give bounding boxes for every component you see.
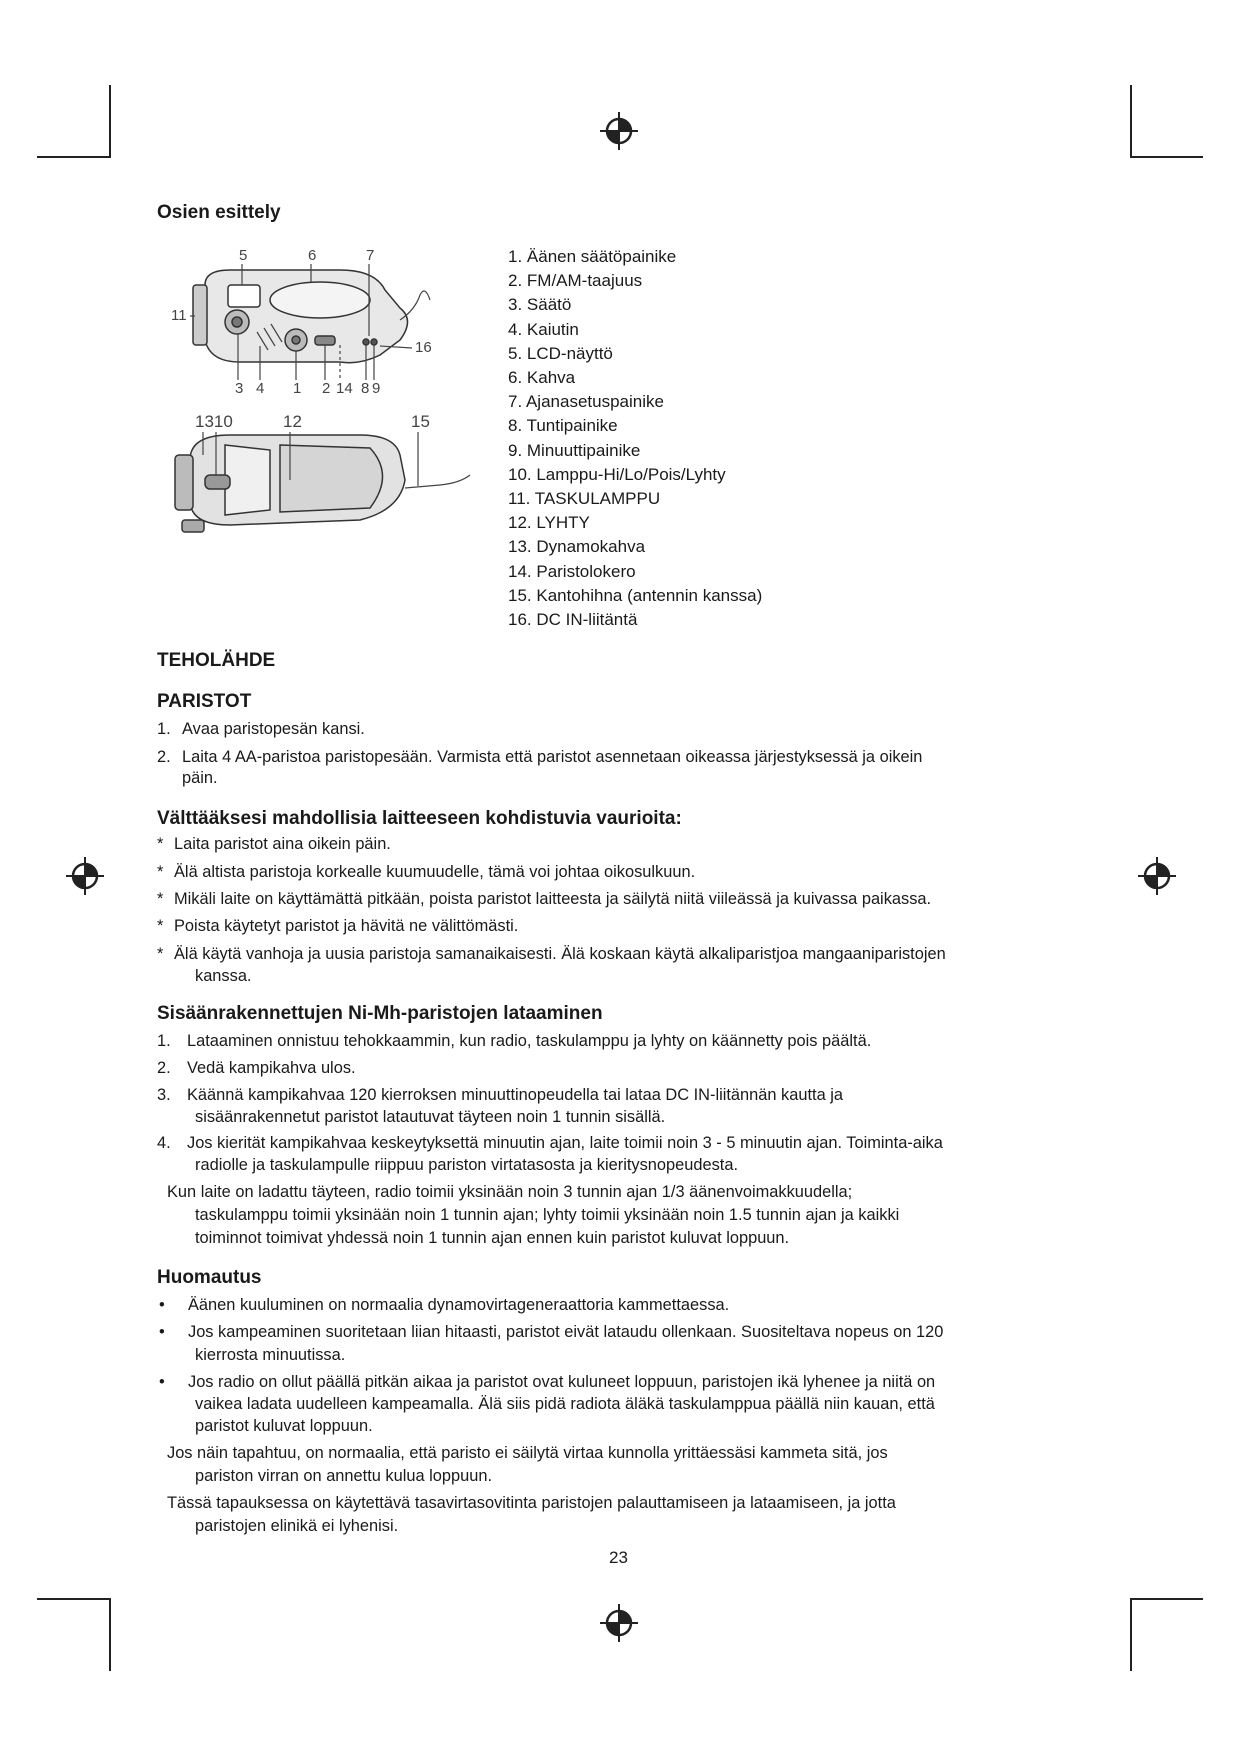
note-item-3	[159, 1371, 936, 1393]
diagram-label-16: 16	[415, 339, 432, 356]
diagram-label-14: 14	[336, 380, 353, 397]
item-text: Mikäli laite on käyttämättä pitkään, poista paristot laitteesta ja säilytä niitä viileässä ja kuivassa paikassa.	[174, 890, 932, 908]
crop-mark-top-left-h	[37, 156, 111, 158]
list-item: 1. Äänen säätöpainike	[508, 247, 677, 266]
diagram-label-8: 8	[361, 380, 370, 397]
crop-mark-bottom-left-h	[37, 1598, 111, 1600]
ni-item-1	[157, 1030, 872, 1052]
diagram-label-9: 9	[372, 380, 381, 397]
bullet-mark: *	[157, 917, 164, 935]
diagram-label-7: 7	[366, 247, 375, 264]
bullet-mark: *	[157, 945, 164, 963]
battery-step-1	[157, 718, 365, 740]
step-text: Lataaminen onnistuu tehokkaammin, kun radio, taskulamppu ja lyhty on käännetty pois päältä.	[187, 1032, 872, 1050]
step-number: 1.	[157, 720, 171, 738]
note-title: Huomautus	[157, 1267, 262, 1288]
item-text: Älä altista paristoja korkealle kuumuudelle, tämä voi johtaa oikosulkuun.	[174, 863, 696, 881]
damage-title: Välttääksesi mahdollisia laitteeseen kohdistuvia vaurioita:	[157, 808, 682, 829]
list-item: 6. Kahva	[508, 368, 576, 388]
batteries-title: PARISTOT	[157, 691, 252, 712]
item-text: Äänen kuuluminen on normaalia dynamovirtageneraattoria kammettaessa.	[188, 1296, 730, 1314]
ni-item-2	[157, 1057, 356, 1079]
power-title: TEHOLÄHDE	[157, 650, 276, 671]
crop-mark-top-right-h	[1130, 156, 1203, 158]
crop-mark-top-right-v	[1130, 85, 1132, 158]
step-text-line1: Laita 4 AA-paristoa paristopesään. Varmista että paristot asennetaan oikeassa järjestyksessä ja oikein	[182, 748, 923, 766]
bullet-mark: *	[157, 890, 164, 908]
list-item: 2. FM/AM-taajuus	[508, 271, 643, 291]
diagram-label-1310: 1310	[195, 412, 233, 431]
battery-step-2	[157, 746, 923, 768]
damage-item-4	[157, 915, 519, 937]
note-paragraph-1-line2: pariston virran on annettu kulua loppuun.	[195, 1467, 493, 1485]
list-item: 8. Tuntipainike	[508, 416, 618, 436]
ni-title: Sisäänrakennettujen Ni-Mh-paristojen lataaminen	[157, 1003, 603, 1024]
note-item-3-cont-2: paristot kuluvat loppuun.	[195, 1417, 373, 1435]
damage-item-5	[157, 943, 946, 965]
item-text-line1: Jos kampeaminen suoritetaan liian hitaasti, paristot eivät lataudu ollenkaan. Suositeltava nopeus on 120	[188, 1323, 944, 1341]
list-item: 7. Ajanasetuspainike	[508, 392, 664, 412]
registration-mark-bottom-icon	[598, 1602, 640, 1644]
bullet-mark: *	[157, 863, 164, 881]
crop-mark-bottom-right-h	[1130, 1598, 1203, 1600]
registration-mark-top-icon	[598, 110, 640, 152]
registration-mark-left-icon	[64, 855, 106, 897]
ni-paragraph-line2: taskulamppu toimii yksinään noin 1 tunnin ajan; lyhty toimii yksinään noin 1.5 tunnin ajan ja kaikki	[195, 1206, 900, 1224]
item-text: Laita paristot aina oikein päin.	[174, 835, 391, 853]
damage-item-1	[157, 833, 391, 855]
ni-item-3	[157, 1084, 844, 1106]
step-number: 4.	[157, 1134, 171, 1152]
crop-mark-bottom-right-v	[1130, 1598, 1132, 1671]
list-item: 9. Minuuttipainike	[508, 440, 641, 460]
parts-title: Osien esittely	[157, 202, 281, 223]
bullet-mark: •	[159, 1296, 165, 1314]
step-text-line1: Jos kierität kampikahvaa keskeytyksettä minuutin ajan, laite toimii noin 3 - 5 minuutin ajan. Toiminta-aika	[187, 1134, 943, 1152]
diagram-label-5: 5	[239, 247, 248, 264]
list-item: 5. LCD-näyttö	[508, 343, 613, 363]
diagram-label-3: 3	[235, 380, 244, 397]
diagram-label-4: 4	[256, 380, 265, 397]
step-number: 3.	[157, 1086, 171, 1104]
product-diagram	[160, 240, 490, 550]
step-text-line1: Käännä kampikahvaa 120 kierroksen minuuttinopeudella tai lataa DC IN-liitännän kautta ja	[187, 1086, 844, 1104]
list-item: 3. Säätö	[508, 295, 572, 315]
crop-mark-top-left-v	[109, 85, 111, 158]
crop-mark-bottom-left-v	[109, 1598, 111, 1671]
note-item-2	[159, 1321, 944, 1343]
damage-item-5-cont: kanssa.	[195, 967, 252, 985]
registration-mark-right-icon	[1136, 855, 1178, 897]
parts-list	[508, 245, 762, 632]
step-number: 1.	[157, 1032, 171, 1050]
diagram-label-12: 12	[283, 412, 302, 431]
list-item: 13. Dynamokahva	[508, 537, 646, 557]
ni-item-3-cont: sisäänrakennetut paristot latautuvat täyteen noin 1 tunnin sisällä.	[195, 1108, 666, 1126]
note-item-2-cont: kierrosta minuutissa.	[195, 1346, 346, 1364]
note-item-1	[159, 1294, 730, 1316]
item-text: Poista käytetyt paristot ja hävitä ne välittömästi.	[174, 917, 519, 935]
list-item: 16. DC IN-liitäntä	[508, 610, 638, 630]
step-number: 2.	[157, 1059, 171, 1077]
bullet-mark: •	[159, 1373, 165, 1391]
diagram-label-2: 2	[322, 380, 331, 397]
diagram-label-1: 1	[293, 380, 302, 397]
note-paragraph-1-line1: Jos näin tapahtuu, on normaalia, että paristo ei säilytä virtaa kunnolla yrittäessäsi kammeta sitä, jos	[167, 1444, 888, 1462]
list-item: 15. Kantohihna (antennin kanssa)	[508, 585, 763, 605]
step-text: Avaa paristopesän kansi.	[182, 720, 365, 738]
note-paragraph-2-line1: Tässä tapauksessa on käytettävä tasavirtasovitinta paristojen palauttamiseen ja lataamiseen, ja jotta	[167, 1494, 896, 1512]
list-item: 4. Kaiutin	[508, 319, 579, 339]
note-item-3-cont-1: vaikea ladata uudelleen kampeamalla. Älä siis pidä radiota äläkä taskulamppua päällä niin kauan, että	[195, 1395, 935, 1413]
bullet-mark: *	[157, 835, 164, 853]
diagram-label-6: 6	[308, 247, 317, 264]
item-text-line1: Jos radio on ollut päällä pitkän aikaa ja paristot ovat kuluneet loppuun, paristojen ikä lyhenee ja niitä on	[188, 1373, 936, 1391]
item-text-line1: Älä käytä vanhoja ja uusia paristoja samanaikaisesti. Älä koskaan käytä alkaliparistjoa mangaaniparistojen	[174, 945, 946, 963]
step-text: Vedä kampikahva ulos.	[187, 1059, 356, 1077]
list-item: 12. LYHTY	[508, 513, 590, 533]
note-paragraph-2-line2: paristojen elinikä ei lyhenisi.	[195, 1517, 399, 1535]
diagram-label-11: 11	[171, 307, 187, 324]
list-item: 14. Paristolokero	[508, 561, 636, 581]
damage-item-2	[157, 861, 696, 883]
battery-step-2-cont: päin.	[182, 769, 218, 787]
diagram-label-15: 15	[411, 412, 430, 431]
page-number: 23	[609, 1548, 628, 1567]
list-item: 11. TASKULAMPPU	[508, 489, 661, 509]
step-number: 2.	[157, 748, 171, 766]
ni-item-4-cont: radiolle ja taskulampulle riippuu pariston virtatasosta ja kieritysnopeudesta.	[195, 1156, 739, 1174]
ni-paragraph-line1: Kun laite on ladattu täyteen, radio toimii yksinään noin 3 tunnin ajan 1/3 äänenvoimakkuudella;	[167, 1183, 853, 1201]
damage-item-3	[157, 888, 932, 910]
bullet-mark: •	[159, 1323, 165, 1341]
ni-item-4	[157, 1132, 943, 1154]
list-item: 10. Lamppu-Hi/Lo/Pois/Lyhty	[508, 464, 726, 484]
ni-paragraph-line3: toiminnot toimivat yhdessä noin 1 tunnin ajan ennen kuin paristot kuluvat loppuun.	[195, 1229, 790, 1247]
